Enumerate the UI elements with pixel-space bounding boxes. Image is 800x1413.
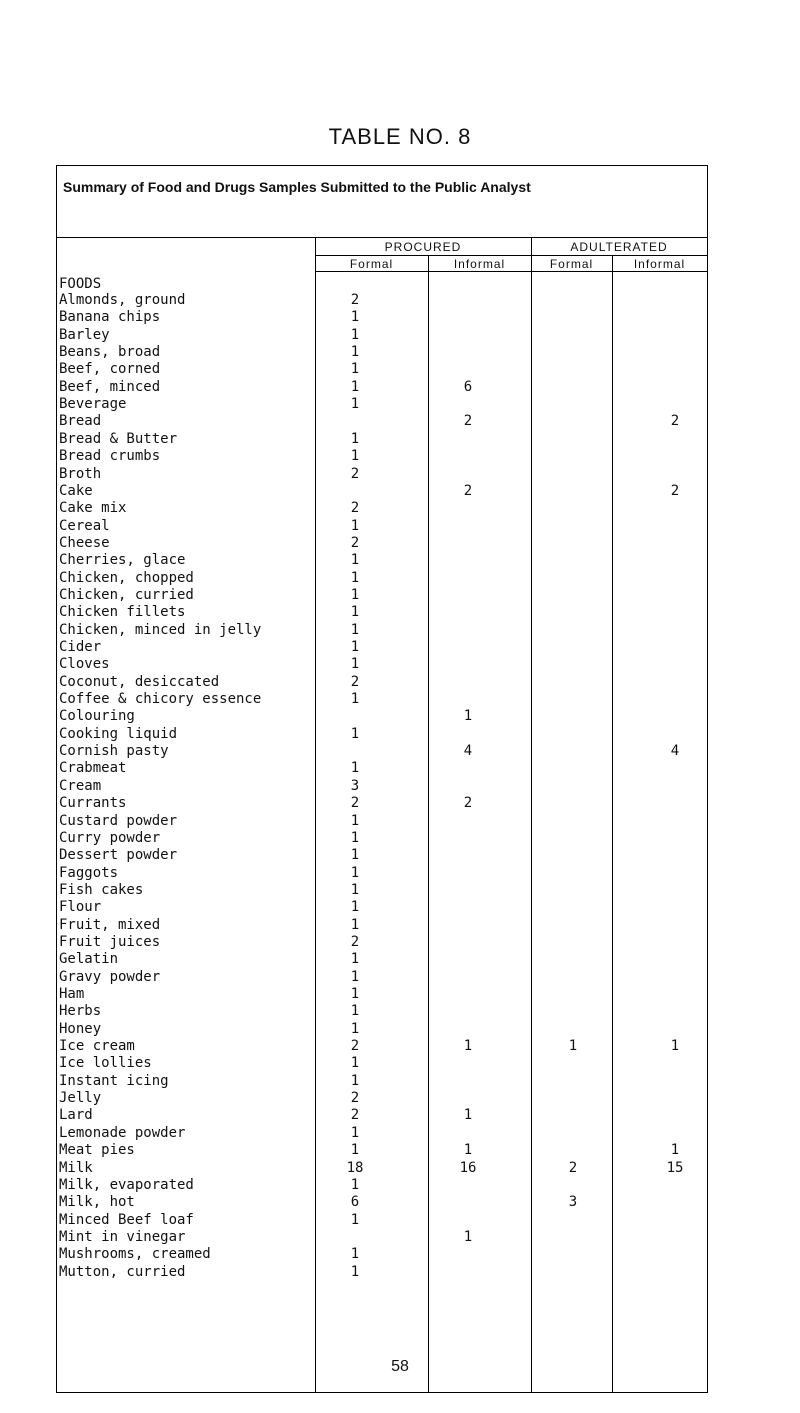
food-name: Mint in vinegar bbox=[59, 1228, 186, 1245]
food-name: Faggots bbox=[59, 864, 119, 881]
table-row bbox=[57, 795, 707, 812]
header-rule bbox=[315, 271, 707, 272]
table-row bbox=[57, 1107, 707, 1124]
adulterated-informal-cell: 15 bbox=[666, 1159, 684, 1176]
food-name: Broth bbox=[59, 465, 102, 482]
food-name: Cherries, glace bbox=[59, 552, 186, 569]
procured-formal-cell: 1 bbox=[350, 968, 360, 985]
procured-formal-cell: 1 bbox=[350, 1263, 360, 1280]
procured-informal-cell: 6 bbox=[463, 378, 473, 395]
procured-formal-cell: 1 bbox=[350, 1072, 360, 1089]
table-row bbox=[57, 743, 707, 760]
food-name: Custard powder bbox=[59, 812, 178, 829]
caption-rule bbox=[57, 237, 707, 238]
procured-formal-cell: 1 bbox=[350, 1124, 360, 1141]
food-name: Cornish pasty bbox=[59, 743, 169, 760]
procured-formal-cell: 1 bbox=[350, 569, 360, 586]
table-row bbox=[57, 1125, 707, 1142]
table-row bbox=[57, 1090, 707, 1107]
table-row bbox=[57, 1264, 707, 1281]
food-name: Cheese bbox=[59, 534, 110, 551]
adulterated-formal-cell: 2 bbox=[568, 1159, 578, 1176]
table-row bbox=[57, 760, 707, 777]
food-name: Cooking liquid bbox=[59, 725, 178, 742]
procured-formal-cell: 1 bbox=[350, 812, 360, 829]
food-name: Gelatin bbox=[59, 951, 119, 968]
procured-formal-cell: 2 bbox=[350, 1038, 360, 1055]
food-name: Meat pies bbox=[59, 1142, 135, 1159]
table-row bbox=[57, 708, 707, 725]
food-name: Lemonade powder bbox=[59, 1124, 186, 1141]
adulterated-informal-cell: 2 bbox=[670, 413, 680, 430]
procured-formal-cell: 1 bbox=[350, 430, 360, 447]
procured-formal-cell: 1 bbox=[350, 916, 360, 933]
food-name: Beef, corned bbox=[59, 361, 161, 378]
adulterated-informal-cell: 2 bbox=[670, 482, 680, 499]
procured-formal-cell: 1 bbox=[350, 951, 360, 968]
table-row bbox=[57, 726, 707, 743]
food-name: Cereal bbox=[59, 517, 110, 534]
food-name: Cider bbox=[59, 639, 102, 655]
food-name: Cake mix bbox=[59, 500, 127, 517]
procured-formal-cell: 1 bbox=[350, 656, 360, 673]
adulterated-header: ADULTERATED bbox=[570, 240, 668, 254]
adulterated-informal-cell: 4 bbox=[670, 743, 680, 760]
table-caption: Summary of Food and Drugs Samples Submitted to the Public Analyst bbox=[63, 179, 531, 195]
procured-formal-header: Formal bbox=[349, 257, 394, 271]
foods-label: FOODS bbox=[59, 276, 102, 292]
table-row bbox=[57, 309, 707, 326]
adulterated-informal-cell: 1 bbox=[670, 1142, 680, 1159]
procured-formal-cell: 1 bbox=[350, 986, 360, 1002]
food-name: Ice lollies bbox=[59, 1055, 152, 1072]
food-name: Bread & Butter bbox=[59, 430, 178, 447]
food-name: Bread crumbs bbox=[59, 448, 161, 465]
table-row bbox=[57, 917, 707, 934]
procured-formal-cell: 1 bbox=[350, 396, 360, 413]
procured-formal-cell: 1 bbox=[350, 725, 360, 742]
adulterated-informal-cell: 1 bbox=[670, 1038, 680, 1055]
page-number: 58 bbox=[391, 1358, 409, 1375]
table-row bbox=[57, 518, 707, 535]
table-row bbox=[57, 466, 707, 483]
procured-formal-cell: 1 bbox=[350, 1176, 360, 1193]
table-row bbox=[57, 691, 707, 708]
table-row bbox=[57, 969, 707, 986]
adulterated-informal-header: Informal bbox=[633, 257, 686, 271]
procured-formal-cell: 18 bbox=[346, 1159, 364, 1176]
table-title: TABLE NO. 8 bbox=[328, 124, 472, 149]
table-row bbox=[57, 535, 707, 552]
procured-formal-cell: 1 bbox=[350, 604, 360, 621]
food-name: Colouring bbox=[59, 708, 135, 725]
table-row bbox=[57, 882, 707, 899]
food-name: Currants bbox=[59, 795, 127, 812]
procured-formal-cell: 2 bbox=[350, 292, 360, 308]
food-name: Crabmeat bbox=[59, 760, 127, 777]
food-name: Flour bbox=[59, 899, 102, 916]
food-name: Chicken, chopped bbox=[59, 569, 194, 586]
procured-formal-cell: 1 bbox=[350, 864, 360, 881]
table-row bbox=[57, 344, 707, 361]
food-name: Beverage bbox=[59, 396, 127, 413]
procured-formal-cell: 2 bbox=[350, 933, 360, 950]
table-row bbox=[57, 1142, 707, 1159]
food-name: Cake bbox=[59, 482, 93, 499]
food-name: Mushrooms, creamed bbox=[59, 1246, 211, 1263]
procured-formal-cell: 1 bbox=[350, 586, 360, 603]
table-row bbox=[57, 327, 707, 344]
food-name: Fish cakes bbox=[59, 881, 144, 898]
procured-informal-cell: 1 bbox=[463, 1038, 473, 1055]
procured-formal-cell: 1 bbox=[350, 1211, 360, 1228]
table-row bbox=[57, 1194, 707, 1211]
table-row bbox=[57, 639, 707, 656]
procured-formal-cell: 2 bbox=[350, 534, 360, 551]
food-name: Fruit juices bbox=[59, 933, 161, 950]
procured-informal-cell: 1 bbox=[463, 1228, 473, 1245]
procured-formal-cell: 1 bbox=[350, 309, 360, 326]
table-row bbox=[57, 604, 707, 621]
table-row bbox=[57, 1160, 707, 1177]
food-name: Jelly bbox=[59, 1090, 102, 1107]
procured-formal-cell: 2 bbox=[350, 500, 360, 517]
procured-formal-cell: 1 bbox=[350, 344, 360, 361]
table-row bbox=[57, 292, 707, 309]
food-name: Curry powder bbox=[59, 829, 161, 846]
table-row bbox=[57, 674, 707, 691]
procured-formal-cell: 2 bbox=[350, 1107, 360, 1124]
adulterated-formal-cell: 1 bbox=[568, 1038, 578, 1055]
food-name: Beef, minced bbox=[59, 378, 161, 395]
food-name: Ham bbox=[59, 986, 85, 1002]
procured-informal-cell: 16 bbox=[459, 1159, 477, 1176]
procured-formal-cell: 1 bbox=[350, 361, 360, 378]
food-name: Minced Beef loaf bbox=[59, 1211, 194, 1228]
table-row bbox=[57, 813, 707, 830]
table-row bbox=[57, 865, 707, 882]
table-row bbox=[57, 847, 707, 864]
food-name: Fruit, mixed bbox=[59, 916, 161, 933]
procured-formal-cell: 1 bbox=[350, 1142, 360, 1159]
table-row bbox=[57, 413, 707, 430]
food-name: Bread bbox=[59, 413, 102, 430]
adulterated-formal-cell: 3 bbox=[568, 1194, 578, 1211]
food-name: Dessert powder bbox=[59, 847, 178, 864]
procured-formal-cell: 1 bbox=[350, 517, 360, 534]
procured-formal-cell: 2 bbox=[350, 1090, 360, 1107]
table-row bbox=[57, 934, 707, 951]
table-row bbox=[57, 570, 707, 587]
table-row bbox=[57, 656, 707, 673]
procured-informal-cell: 1 bbox=[463, 708, 473, 725]
procured-formal-cell: 1 bbox=[350, 1246, 360, 1263]
food-name: Chicken fillets bbox=[59, 604, 186, 621]
table-row bbox=[57, 379, 707, 396]
procured-informal-cell: 2 bbox=[463, 413, 473, 430]
table-row bbox=[57, 587, 707, 604]
procured-formal-cell: 2 bbox=[350, 673, 360, 690]
procured-informal-cell: 1 bbox=[463, 1107, 473, 1124]
table-row bbox=[57, 500, 707, 517]
summary-table bbox=[56, 165, 708, 1393]
food-name: Milk bbox=[59, 1159, 93, 1176]
table-row bbox=[57, 951, 707, 968]
table-row bbox=[57, 986, 707, 1003]
food-name: Gravy powder bbox=[59, 968, 161, 985]
food-name: Coconut, desiccated bbox=[59, 673, 220, 690]
procured-formal-cell: 1 bbox=[350, 448, 360, 465]
procured-formal-cell: 1 bbox=[350, 829, 360, 846]
table-row bbox=[57, 1246, 707, 1263]
food-name: Almonds, ground bbox=[59, 292, 186, 308]
procured-formal-cell: 2 bbox=[350, 795, 360, 812]
food-name: Cream bbox=[59, 777, 102, 794]
procured-formal-cell: 1 bbox=[350, 1020, 360, 1037]
procured-formal-cell: 1 bbox=[350, 1055, 360, 1072]
procured-header: PROCURED bbox=[384, 240, 462, 254]
food-name: Herbs bbox=[59, 1003, 102, 1020]
procured-informal-header: Informal bbox=[453, 257, 506, 271]
procured-formal-cell: 3 bbox=[350, 777, 360, 794]
procured-formal-cell: 1 bbox=[350, 639, 360, 655]
table-row bbox=[57, 448, 707, 465]
procured-formal-cell: 1 bbox=[350, 881, 360, 898]
procured-formal-cell: 1 bbox=[350, 691, 360, 708]
food-name: Instant icing bbox=[59, 1072, 169, 1089]
procured-formal-cell: 1 bbox=[350, 326, 360, 343]
procured-formal-cell: 1 bbox=[350, 760, 360, 777]
table-row bbox=[57, 1073, 707, 1090]
food-name: Milk, hot bbox=[59, 1194, 135, 1211]
food-name: Chicken, minced in jelly bbox=[59, 621, 262, 638]
adulterated-formal-header: Formal bbox=[549, 257, 594, 271]
table-row bbox=[57, 431, 707, 448]
table-row bbox=[57, 1212, 707, 1229]
table-row bbox=[57, 899, 707, 916]
table-row bbox=[57, 1177, 707, 1194]
table-row bbox=[57, 830, 707, 847]
food-name: Chicken, curried bbox=[59, 586, 194, 603]
procured-informal-cell: 1 bbox=[463, 1142, 473, 1159]
procured-formal-cell: 1 bbox=[350, 1003, 360, 1020]
food-name: Coffee & chicory essence bbox=[59, 691, 262, 708]
table-row bbox=[57, 552, 707, 569]
table-row bbox=[57, 622, 707, 639]
procured-formal-cell: 6 bbox=[350, 1194, 360, 1211]
table-row bbox=[57, 1055, 707, 1072]
table-row bbox=[57, 1038, 707, 1055]
procured-formal-cell: 1 bbox=[350, 621, 360, 638]
food-name: Beans, broad bbox=[59, 344, 161, 361]
food-name: Barley bbox=[59, 326, 110, 343]
table-row bbox=[57, 361, 707, 378]
table-row bbox=[57, 1003, 707, 1020]
food-name: Lard bbox=[59, 1107, 93, 1124]
procured-formal-cell: 2 bbox=[350, 465, 360, 482]
procured-formal-cell: 1 bbox=[350, 552, 360, 569]
table-row bbox=[57, 1021, 707, 1038]
procured-informal-cell: 4 bbox=[463, 743, 473, 760]
procured-informal-cell: 2 bbox=[463, 795, 473, 812]
food-name: Banana chips bbox=[59, 309, 161, 326]
procured-informal-cell: 2 bbox=[463, 482, 473, 499]
table-row bbox=[57, 1229, 707, 1246]
table-row bbox=[57, 396, 707, 413]
procured-formal-cell: 1 bbox=[350, 899, 360, 916]
procured-formal-cell: 1 bbox=[350, 378, 360, 395]
food-name: Milk, evaporated bbox=[59, 1176, 194, 1193]
food-name: Honey bbox=[59, 1020, 102, 1037]
procured-formal-cell: 1 bbox=[350, 847, 360, 864]
food-name: Ice cream bbox=[59, 1038, 135, 1055]
food-name: Mutton, curried bbox=[59, 1263, 186, 1280]
subheader-rule bbox=[315, 255, 707, 256]
food-name: Cloves bbox=[59, 656, 110, 673]
table-row bbox=[57, 483, 707, 500]
table-row bbox=[57, 778, 707, 795]
